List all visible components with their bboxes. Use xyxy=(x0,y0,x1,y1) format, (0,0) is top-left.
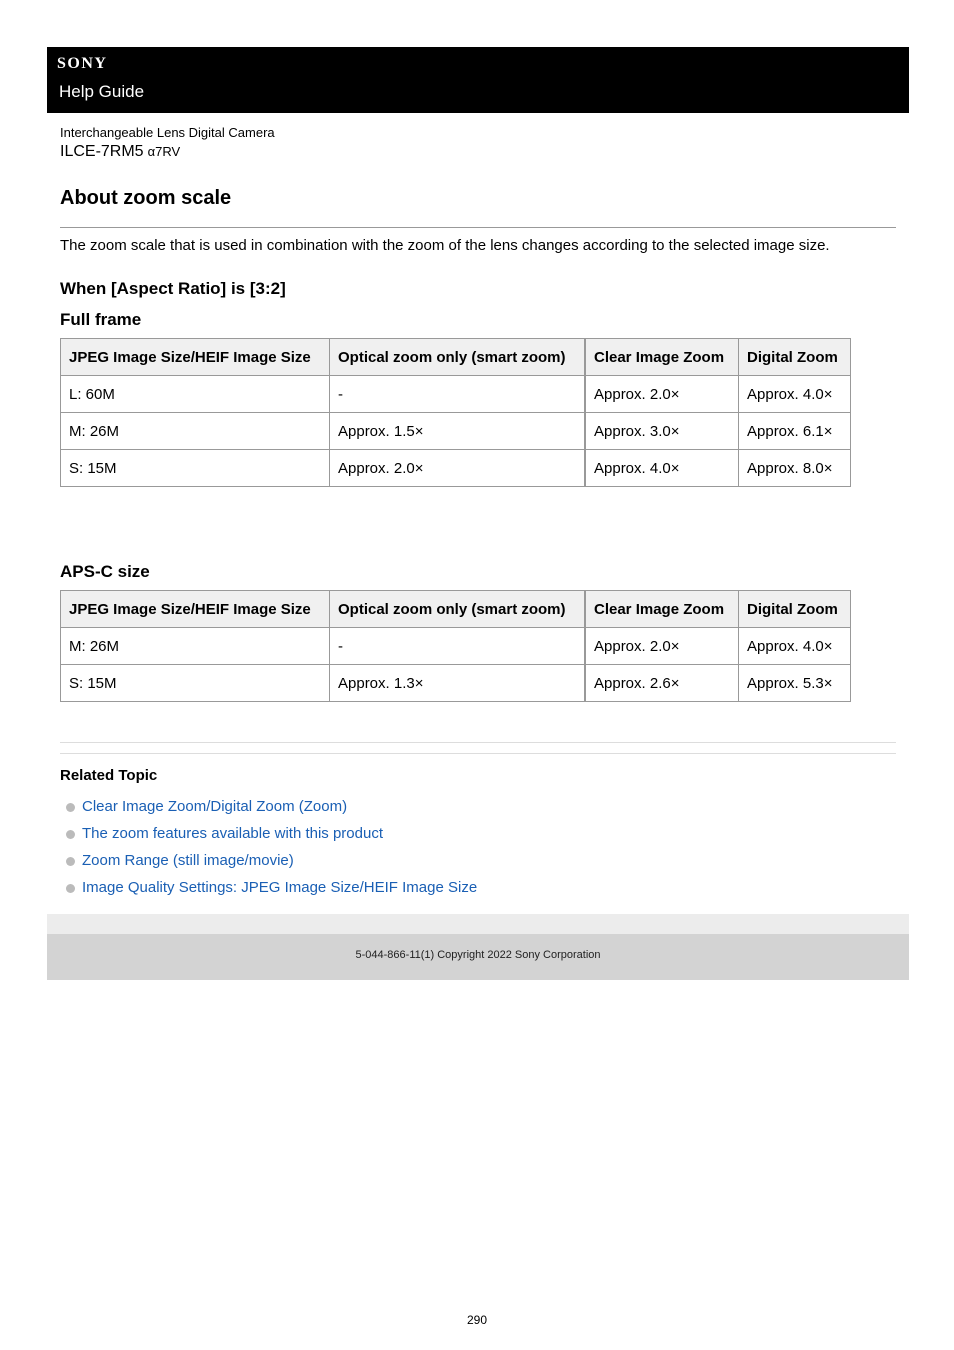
intro-text: The zoom scale that is used in combination with the zoom of the lens changes according to the selected image size. xyxy=(60,237,830,254)
column-header: Clear Image Zoom xyxy=(585,591,739,628)
table-header-row xyxy=(61,591,851,628)
column-header: Digital Zoom xyxy=(739,591,851,628)
table-cell: Approx. 5.3× xyxy=(739,665,851,702)
list-item xyxy=(66,820,477,847)
table-cell: Approx. 3.0× xyxy=(585,413,739,450)
page-number: 290 xyxy=(466,1313,488,1327)
aps-c-table xyxy=(60,590,851,702)
copyright-text: 5-044-866-11(1) Copyright 2022 Sony Corporation xyxy=(355,949,601,961)
table-cell: M: 26M xyxy=(61,628,330,665)
help-guide-label: Help Guide xyxy=(59,82,145,101)
product-line: Interchangeable Lens Digital Camera xyxy=(60,125,275,140)
related-link-zoom-range[interactable]: Zoom Range (still image/movie) xyxy=(82,852,294,869)
related-link-zoom-features[interactable]: The zoom features available with this product xyxy=(82,825,383,842)
table-row xyxy=(61,376,851,413)
model-name xyxy=(60,143,180,161)
related-topic-heading: Related Topic xyxy=(60,767,158,784)
table-cell: Approx. 2.6× xyxy=(585,665,739,702)
column-header: Optical zoom only (smart zoom) xyxy=(330,591,586,628)
table-cell: Approx. 2.0× xyxy=(585,376,739,413)
column-header: JPEG Image Size/HEIF Image Size xyxy=(61,591,330,628)
table-cell: Approx. 4.0× xyxy=(739,628,851,665)
table-cell: Approx. 8.0× xyxy=(739,450,851,487)
list-item xyxy=(66,793,477,820)
aps-c-heading: APS-C size xyxy=(60,562,150,581)
table-cell: S: 15M xyxy=(61,450,330,487)
header-bar xyxy=(47,47,909,113)
related-link-zoom[interactable]: Clear Image Zoom/Digital Zoom (Zoom) xyxy=(82,798,348,815)
full-frame-table xyxy=(60,338,851,487)
bullet-icon xyxy=(66,857,75,866)
table-cell: Approx. 1.3× xyxy=(330,665,586,702)
table-cell: S: 15M xyxy=(61,665,330,702)
aspect-ratio-heading: When [Aspect Ratio] is [3:2] xyxy=(60,279,286,298)
model-number: ILCE-7RM5 xyxy=(60,143,144,160)
table-cell: Approx. 2.0× xyxy=(330,450,586,487)
table-cell: Approx. 2.0× xyxy=(585,628,739,665)
footer-strip xyxy=(47,914,909,934)
table-cell: - xyxy=(330,628,586,665)
table-cell: L: 60M xyxy=(61,376,330,413)
related-topic-list xyxy=(66,793,477,901)
list-item xyxy=(66,847,477,874)
table-header-row xyxy=(61,339,851,376)
table-cell: Approx. 4.0× xyxy=(585,450,739,487)
table-cell: Approx. 1.5× xyxy=(330,413,586,450)
column-header: JPEG Image Size/HEIF Image Size xyxy=(61,339,330,376)
sony-logo: SONY xyxy=(57,55,108,72)
bullet-icon xyxy=(66,830,75,839)
page-title: About zoom scale xyxy=(60,187,232,209)
table-cell: - xyxy=(330,376,586,413)
section-divider xyxy=(60,753,896,754)
table-cell: Approx. 6.1× xyxy=(739,413,851,450)
footer xyxy=(47,934,909,980)
table-cell: Approx. 4.0× xyxy=(739,376,851,413)
model-alias: α7RV xyxy=(147,144,181,159)
column-header: Digital Zoom xyxy=(739,339,851,376)
list-item xyxy=(66,874,477,901)
column-header: Optical zoom only (smart zoom) xyxy=(330,339,586,376)
section-divider xyxy=(60,742,896,743)
related-link-image-quality[interactable]: Image Quality Settings: JPEG Image Size/HEIF Image Size xyxy=(82,879,478,896)
table-row xyxy=(61,413,851,450)
full-frame-heading: Full frame xyxy=(60,310,142,329)
column-header: Clear Image Zoom xyxy=(585,339,739,376)
table-row xyxy=(61,665,851,702)
bullet-icon xyxy=(66,884,75,893)
table-row xyxy=(61,450,851,487)
title-divider xyxy=(60,227,896,228)
table-cell: M: 26M xyxy=(61,413,330,450)
bullet-icon xyxy=(66,803,75,812)
table-row xyxy=(61,628,851,665)
